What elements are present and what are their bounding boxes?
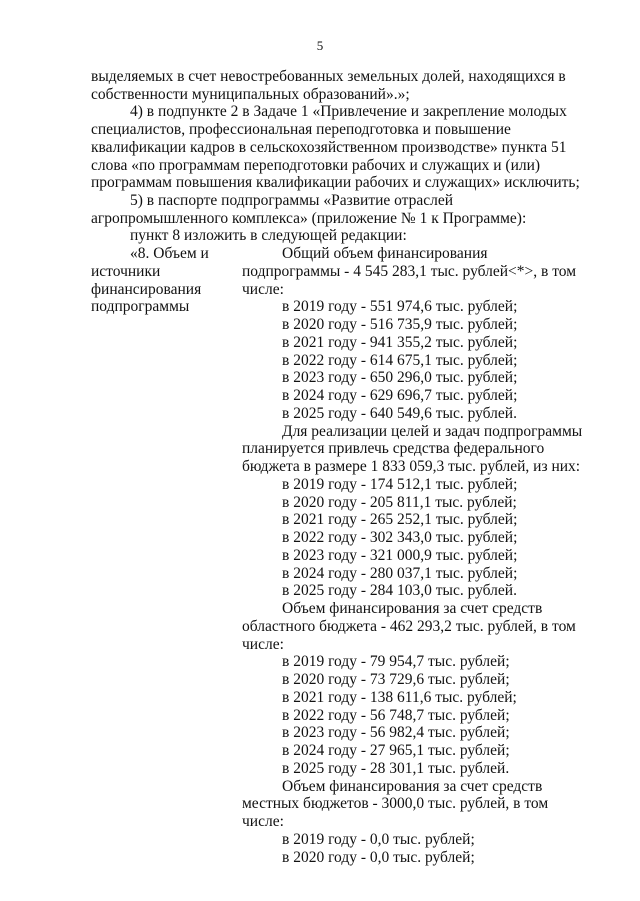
total-text: числе: <box>242 281 284 298</box>
table-left-cell: «8. Объем и <box>130 245 209 262</box>
intro-line: собственности муниципальных образований».»; <box>91 86 410 103</box>
total-text: подпрограммы - 4 545 283,1 тыс. рублей<*>, в том <box>242 263 577 280</box>
regional-year-line: в 2022 году - 56 748,7 тыс. рублей; <box>282 707 510 724</box>
federal-text: бюджета в размере 1 833 059,3 тыс. рублей, из них: <box>242 458 581 475</box>
table-left-cell: подпрограммы <box>91 298 190 315</box>
intro-line: пункт 8 изложить в следующей редакции: <box>130 227 407 244</box>
table-left-cell: финансирования <box>91 281 202 298</box>
federal-text: Для реализации целей и задач подпрограммы <box>282 423 583 440</box>
total-year-line: в 2019 году - 551 974,6 тыс. рублей; <box>282 298 518 315</box>
local-text: Объем финансирования за счет средств <box>282 778 543 795</box>
total-year-line: в 2022 году - 614 675,1 тыс. рублей; <box>282 352 518 369</box>
total-year-line: в 2021 году - 941 355,2 тыс. рублей; <box>282 334 518 351</box>
intro-line: выделяемых в счет невостребованных земельных долей, находящихся в <box>91 68 566 85</box>
regional-text: числе: <box>242 636 284 653</box>
local-year-line: в 2020 году - 0,0 тыс. рублей; <box>282 849 475 866</box>
federal-year-line: в 2019 году - 174 512,1 тыс. рублей; <box>282 476 518 493</box>
regional-year-line: в 2019 году - 79 954,7 тыс. рублей; <box>282 653 510 670</box>
regional-year-line: в 2023 году - 56 982,4 тыс. рублей; <box>282 724 510 741</box>
page-number: 5 <box>316 38 324 53</box>
federal-year-line: в 2021 году - 265 252,1 тыс. рублей; <box>282 511 518 528</box>
intro-line: 5) в паспорте подпрограммы «Развитие отраслей <box>130 192 454 209</box>
intro-line: слова «по программам переподготовки рабочих и служащих и (или) <box>91 157 541 174</box>
federal-year-line: в 2024 году - 280 037,1 тыс. рублей; <box>282 565 518 582</box>
regional-text: Объем финансирования за счет средств <box>282 600 543 617</box>
intro-line: 4) в подпункте 2 в Задаче 1 «Привлечение и закрепление молодых <box>130 103 567 120</box>
federal-year-line: в 2023 году - 321 000,9 тыс. рублей; <box>282 547 518 564</box>
regional-year-line: в 2020 году - 73 729,6 тыс. рублей; <box>282 671 510 688</box>
total-year-line: в 2020 году - 516 735,9 тыс. рублей; <box>282 316 518 333</box>
regional-text: областного бюджета - 462 293,2 тыс. рублей, в том <box>242 618 576 635</box>
total-text: Общий объем финансирования <box>282 245 488 262</box>
federal-year-line: в 2022 году - 302 343,0 тыс. рублей; <box>282 529 518 546</box>
intro-line: специалистов, профессиональная переподготовка и повышение <box>91 121 511 138</box>
federal-year-line: в 2025 году - 284 103,0 тыс. рублей. <box>282 582 517 599</box>
regional-year-line: в 2021 году - 138 611,6 тыс. рублей; <box>282 689 517 706</box>
table-left-cell: источники <box>91 263 161 280</box>
regional-year-line: в 2024 году - 27 965,1 тыс. рублей; <box>282 742 510 759</box>
federal-year-line: в 2020 году - 205 811,1 тыс. рублей; <box>282 494 517 511</box>
intro-line: квалификации кадров в сельскохозяйственном производстве» пункта 51 <box>91 139 567 156</box>
intro-line: программам повышения квалификации рабочих и служащих» исключить; <box>91 174 580 191</box>
local-year-line: в 2019 году - 0,0 тыс. рублей; <box>282 831 475 848</box>
local-text: числе: <box>242 813 284 830</box>
local-text: местных бюджетов - 3000,0 тыс. рублей, в том <box>242 795 549 812</box>
intro-line: агропромышленного комплекса» (приложение № 1 к Программе): <box>91 210 527 227</box>
total-year-line: в 2024 году - 629 696,7 тыс. рублей; <box>282 387 518 404</box>
federal-text: планируется привлечь средства федерального <box>242 440 545 457</box>
regional-year-line: в 2025 году - 28 301,1 тыс. рублей. <box>282 760 510 777</box>
total-year-line: в 2023 году - 650 296,0 тыс. рублей; <box>282 369 518 386</box>
total-year-line: в 2025 году - 640 549,6 тыс. рублей. <box>282 405 517 422</box>
